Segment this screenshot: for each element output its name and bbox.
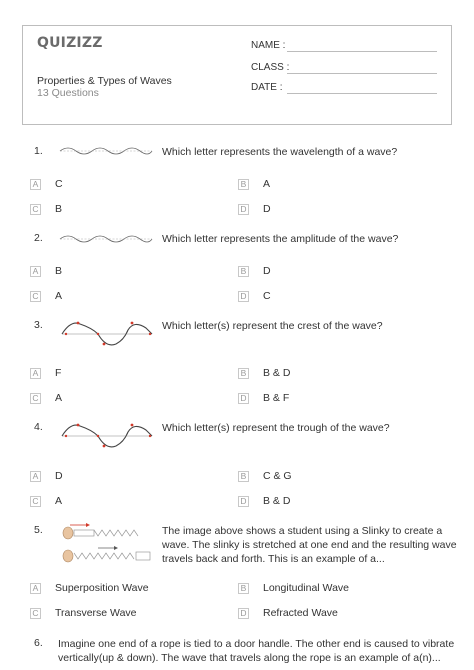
question-4-number: 4. bbox=[34, 421, 43, 433]
option-text: D bbox=[55, 470, 63, 482]
class-label: CLASS : bbox=[251, 62, 290, 73]
question-2-option-c[interactable] bbox=[30, 289, 62, 303]
worksheet-title: Properties & Types of Waves bbox=[37, 75, 172, 87]
date-line bbox=[287, 93, 437, 94]
option-letter: A bbox=[30, 179, 41, 190]
question-5-option-a[interactable] bbox=[30, 581, 149, 595]
option-text: A bbox=[55, 290, 63, 302]
option-letter: A bbox=[30, 471, 41, 482]
question-5-text bbox=[162, 524, 457, 566]
option-letter: D bbox=[238, 496, 249, 507]
date-label: DATE : bbox=[251, 82, 283, 93]
option-letter: B bbox=[238, 583, 249, 594]
question-2-wave-image bbox=[58, 231, 154, 247]
option-letter: D bbox=[238, 393, 249, 404]
question-5-text-line-3: travels back and forth. This is an example of a... bbox=[162, 553, 385, 565]
option-text: A bbox=[263, 178, 271, 190]
question-1-wave-image bbox=[58, 143, 154, 159]
question-4-option-d[interactable] bbox=[238, 494, 290, 508]
question-6-text-line-1: Imagine one end of a rope is tied to a door handle. The other end is caused to vibrate bbox=[58, 638, 455, 650]
question-4-option-a[interactable] bbox=[30, 469, 63, 483]
name-label: NAME : bbox=[251, 40, 286, 51]
option-letter: C bbox=[30, 204, 41, 215]
option-letter: B bbox=[238, 368, 249, 379]
quizizz-logo: QUIZIZZ bbox=[37, 35, 103, 51]
option-text: A bbox=[55, 495, 63, 507]
option-text: Superposition Wave bbox=[55, 582, 149, 594]
option-text: B & D bbox=[263, 367, 291, 379]
option-letter: B bbox=[238, 471, 249, 482]
question-5-text-line-2: wave. The slinky is stretched at one end and the resulting wave bbox=[162, 539, 457, 551]
question-3-option-a[interactable] bbox=[30, 366, 61, 380]
question-5-option-b[interactable] bbox=[238, 581, 349, 595]
option-letter: A bbox=[30, 368, 41, 379]
option-text: Transverse Wave bbox=[55, 607, 137, 619]
question-6-text bbox=[58, 637, 454, 665]
question-1-option-b[interactable] bbox=[238, 177, 270, 191]
option-letter: C bbox=[30, 291, 41, 302]
option-text: C bbox=[263, 290, 271, 302]
option-text: C bbox=[55, 178, 63, 190]
question-1-number: 1. bbox=[34, 145, 43, 157]
option-letter: B bbox=[238, 179, 249, 190]
question-1-option-a[interactable] bbox=[30, 177, 63, 191]
question-4-option-c[interactable] bbox=[30, 494, 62, 508]
question-1-text: Which letter represents the wavelength of a wave? bbox=[162, 146, 398, 158]
question-2-option-a[interactable] bbox=[30, 264, 62, 278]
date-field[interactable] bbox=[251, 82, 282, 93]
option-text: Longitudinal Wave bbox=[263, 582, 349, 594]
question-3-option-c[interactable] bbox=[30, 391, 62, 405]
option-letter: D bbox=[238, 608, 249, 619]
option-letter: C bbox=[30, 608, 41, 619]
question-4-option-b[interactable] bbox=[238, 469, 292, 483]
option-text: A bbox=[55, 392, 63, 404]
question-6-text-line-2: vertically(up & down). The wave that travels along the rope is an example of a(n)... bbox=[58, 652, 441, 664]
option-text: D bbox=[263, 265, 271, 277]
question-3-text: Which letter(s) represent the crest of the wave? bbox=[162, 320, 383, 332]
question-1-option-c[interactable] bbox=[30, 202, 62, 216]
name-line bbox=[287, 51, 437, 52]
question-5-number: 5. bbox=[34, 524, 43, 536]
option-text: Refracted Wave bbox=[263, 607, 338, 619]
name-field[interactable] bbox=[251, 40, 285, 51]
question-3-option-d[interactable] bbox=[238, 391, 289, 405]
option-text: F bbox=[55, 367, 62, 379]
option-letter: A bbox=[30, 266, 41, 277]
option-text: B & F bbox=[263, 392, 290, 404]
option-text: B & D bbox=[263, 495, 291, 507]
question-4-wave-image bbox=[58, 420, 154, 452]
question-3-number: 3. bbox=[34, 319, 43, 331]
question-2-number: 2. bbox=[34, 232, 43, 244]
question-4-text: Which letter(s) represent the trough of the wave? bbox=[162, 422, 390, 434]
question-2-option-d[interactable] bbox=[238, 289, 271, 303]
option-letter: D bbox=[238, 204, 249, 215]
option-text: B bbox=[55, 265, 63, 277]
question-2-option-b[interactable] bbox=[238, 264, 271, 278]
question-5-option-d[interactable] bbox=[238, 606, 338, 620]
class-line bbox=[287, 73, 437, 74]
option-letter: C bbox=[30, 496, 41, 507]
option-letter: C bbox=[30, 393, 41, 404]
option-text: D bbox=[263, 203, 271, 215]
question-3-wave-image bbox=[58, 318, 154, 350]
question-6-number: 6. bbox=[34, 637, 43, 649]
question-1-option-d[interactable] bbox=[238, 202, 271, 216]
option-letter: A bbox=[30, 583, 41, 594]
option-text: C & G bbox=[263, 470, 292, 482]
question-5-slinky-image bbox=[58, 522, 154, 568]
question-2-text: Which letter represents the amplitude of the wave? bbox=[162, 233, 399, 245]
option-letter: D bbox=[238, 291, 249, 302]
option-letter: B bbox=[238, 266, 249, 277]
question-5-text-line-1: The image above shows a student using a Slinky to create a bbox=[162, 525, 443, 537]
question-3-option-b[interactable] bbox=[238, 366, 290, 380]
question-count: 13 Questions bbox=[37, 87, 99, 99]
question-5-option-c[interactable] bbox=[30, 606, 137, 620]
class-field[interactable] bbox=[251, 62, 289, 73]
option-text: B bbox=[55, 203, 63, 215]
worksheet-header bbox=[22, 25, 452, 125]
